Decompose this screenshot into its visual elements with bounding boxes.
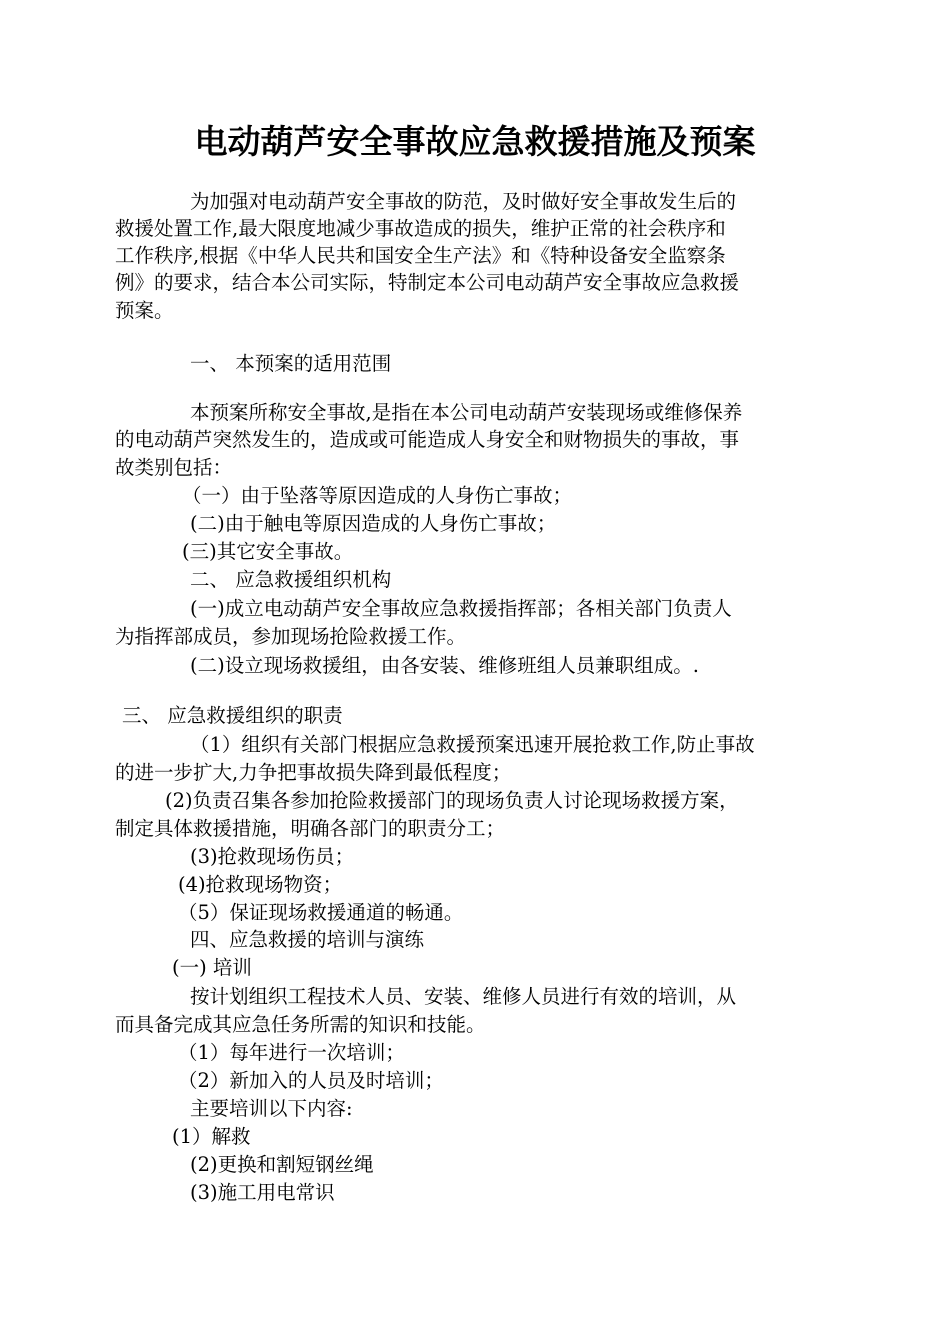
intro-line-1: 为加强对电动葫芦安全事故的防范，及时做好安全事故发生后的 [190, 190, 737, 213]
section-4-heading: 四、应急救援的培训与演练 [190, 928, 425, 951]
section-1-heading: 一、 本预案的适用范围 [190, 352, 392, 375]
intro-line-2: 救援处置工作,最大限度地减少事故造成的损失，维护正常的社会秩序和 [115, 217, 726, 240]
section-3-item-5: （5）保证现场救援通道的畅通。 [178, 901, 464, 924]
section-2-heading: 二、 应急救援组织机构 [190, 568, 392, 591]
section-1-para-line-1: 本预案所称安全事故,是指在本公司电动葫芦安装现场或维修保养 [190, 401, 743, 424]
section-4-main-training: 主要培训以下内容: [190, 1097, 353, 1120]
section-3-item-2-line-2: 制定具体救援措施，明确各部门的职责分工； [115, 817, 506, 840]
section-2-item-2: (二)设立现场救援组，由各安装、维修班组人员兼职组成。. [190, 654, 699, 677]
section-4-content-1: (1）解救 [172, 1125, 251, 1148]
intro-line-4: 例》的要求，结合本公司实际，特制定本公司电动葫芦安全事故应急救援 [115, 271, 740, 294]
section-3-item-1-line-2: 的进一步扩大,力争把事故损失降到最低程度； [115, 761, 512, 784]
section-1-item-1: （一）由于坠落等原因造成的人身伤亡事故； [182, 484, 573, 507]
section-3-item-3: (3)抢救现场伤员； [190, 845, 355, 868]
section-1-item-2: (二)由于触电等原因造成的人身伤亡事故； [190, 512, 557, 535]
section-2-item-1-line-1: (一)成立电动葫芦安全事故应急救援指挥部；各相关部门负责人 [190, 597, 732, 620]
section-4-para-line-2: 而具备完成其应急任务所需的知识和技能。 [115, 1013, 486, 1036]
section-3-item-4: (4)抢救现场物资； [178, 873, 343, 896]
section-4-content-2: (2)更换和割短钢丝绳 [190, 1153, 374, 1176]
section-4-para-line-1: 按计划组织工程技术人员、安装、维修人员进行有效的培训，从 [190, 985, 737, 1008]
document-title: 电动葫芦安全事故应急救援措施及预案 [194, 122, 756, 161]
section-4-item-2: （2）新加入的人员及时培训； [178, 1069, 444, 1092]
section-2-item-1-line-2: 为指挥部成员，参加现场抢险救援工作。 [115, 625, 467, 648]
intro-line-3: 工作秩序,根据《中华人民共和国安全生产法》和《特种设备安全监察条 [115, 244, 726, 267]
section-3-heading: 三、 应急救援组织的职责 [122, 704, 343, 727]
section-4-subheading-training: (一) 培训 [172, 956, 252, 979]
section-4-item-1: （1）每年进行一次培训； [178, 1041, 405, 1064]
section-3-item-1-line-1: （1）组织有关部门根据应急救援预案迅速开展抢救工作,防止事故 [190, 733, 755, 756]
intro-line-5: 预案。 [115, 299, 174, 322]
section-1-item-3: (三)其它安全事故。 [182, 540, 354, 563]
section-1-para-line-2: 的电动葫芦突然发生的，造成或可能造成人身安全和财物损失的事故，事 [115, 428, 740, 451]
section-1-para-line-3: 故类别包括： [115, 456, 233, 479]
section-4-content-3: (3)施工用电常识 [190, 1181, 335, 1204]
section-3-item-2-line-1: (2)负责召集各参加抢险救援部门的现场负责人讨论现场救援方案， [165, 789, 739, 812]
